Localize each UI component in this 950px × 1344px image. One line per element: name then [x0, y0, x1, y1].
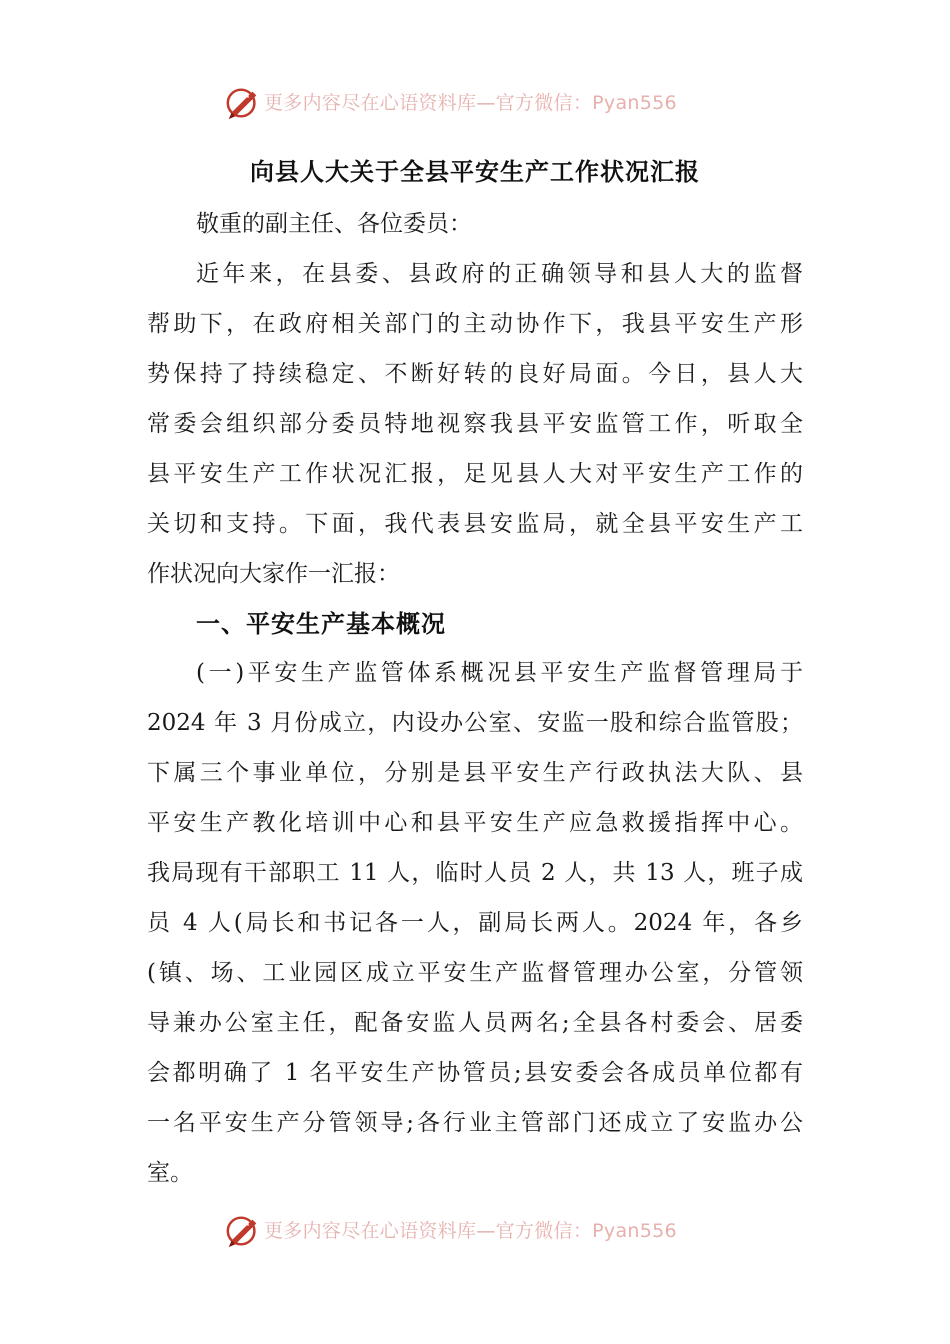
pen-logo-icon	[224, 84, 262, 122]
watermark-text: 更多内容尽在心语资料库	[264, 1220, 477, 1242]
greeting: 敬重的副主任、各位委员：	[196, 211, 472, 237]
paragraph-line: 一名平安生产分管领导;各行业主管部门还成立了安监办公	[147, 1110, 803, 1136]
paragraph-line: 关切和支持。下面，我代表县安监局，就全县平安生产工	[147, 511, 803, 537]
paragraph-line: (一)平安生产监管体系概况县平安生产监督管理局于	[196, 660, 803, 686]
paragraph-line: 员 4 人(局长和书记各一人，副局长两人。2024 年，各乡	[147, 910, 803, 936]
watermark-footer	[0, 1210, 950, 1250]
paragraph-line: 室。	[147, 1160, 193, 1186]
paragraph-line: 下属三个事业单位，分别是县平安生产行政执法大队、县	[147, 760, 803, 786]
paragraph-line: 会都明确了 1 名平安生产协管员;县安委会各成员单位都有	[147, 1060, 803, 1086]
watermark-text: 更多内容尽在心语资料库	[264, 92, 477, 114]
watermark-separator: —	[476, 92, 496, 114]
paragraph-line: (镇、场、工业园区成立平安生产监督管理办公室，分管领	[147, 960, 803, 986]
watermark-header	[0, 82, 950, 122]
paragraph-line: 帮助下，在政府相关部门的主动协作下，我县平安生产形	[147, 311, 803, 337]
section-heading: 一、平安生产基本概况	[196, 609, 446, 638]
paragraph-line: 县平安生产工作状况汇报，足见县人大对平安生产工作的	[147, 461, 803, 487]
paragraph-line: 常委会组织部分委员特地视察我县平安监管工作，听取全	[147, 411, 803, 437]
paragraph-line: 近年来，在县委、县政府的正确领导和县人大的监督	[196, 261, 803, 287]
watermark-suffix: 官方微信：	[495, 1220, 593, 1242]
paragraph-line: 势保持了持续稳定、不断好转的良好局面。今日，县人大	[147, 361, 803, 387]
paragraph-line: 导兼办公室主任，配备安监人员两名;全县各村委会、居委	[147, 1010, 803, 1036]
watermark-id: Pyan556	[592, 92, 677, 114]
paragraph-line: 我局现有干部职工 11 人，临时人员 2 人，共 13 人，班子成	[147, 860, 803, 886]
paragraph-line: 作状况向大家作一汇报：	[147, 561, 400, 587]
watermark-id: Pyan556	[592, 1220, 677, 1242]
watermark-separator: —	[476, 1220, 496, 1242]
pen-logo-icon	[224, 1212, 262, 1250]
paragraph-line: 平安生产教化培训中心和县平安生产应急救援指挥中心。	[147, 810, 803, 836]
watermark-suffix: 官方微信：	[495, 92, 593, 114]
document-title: 向县人大关于全县平安生产工作状况汇报	[250, 157, 700, 186]
paragraph-line: 2024 年 3 月份成立，内设办公室、安监一股和综合监管股；	[147, 710, 803, 736]
